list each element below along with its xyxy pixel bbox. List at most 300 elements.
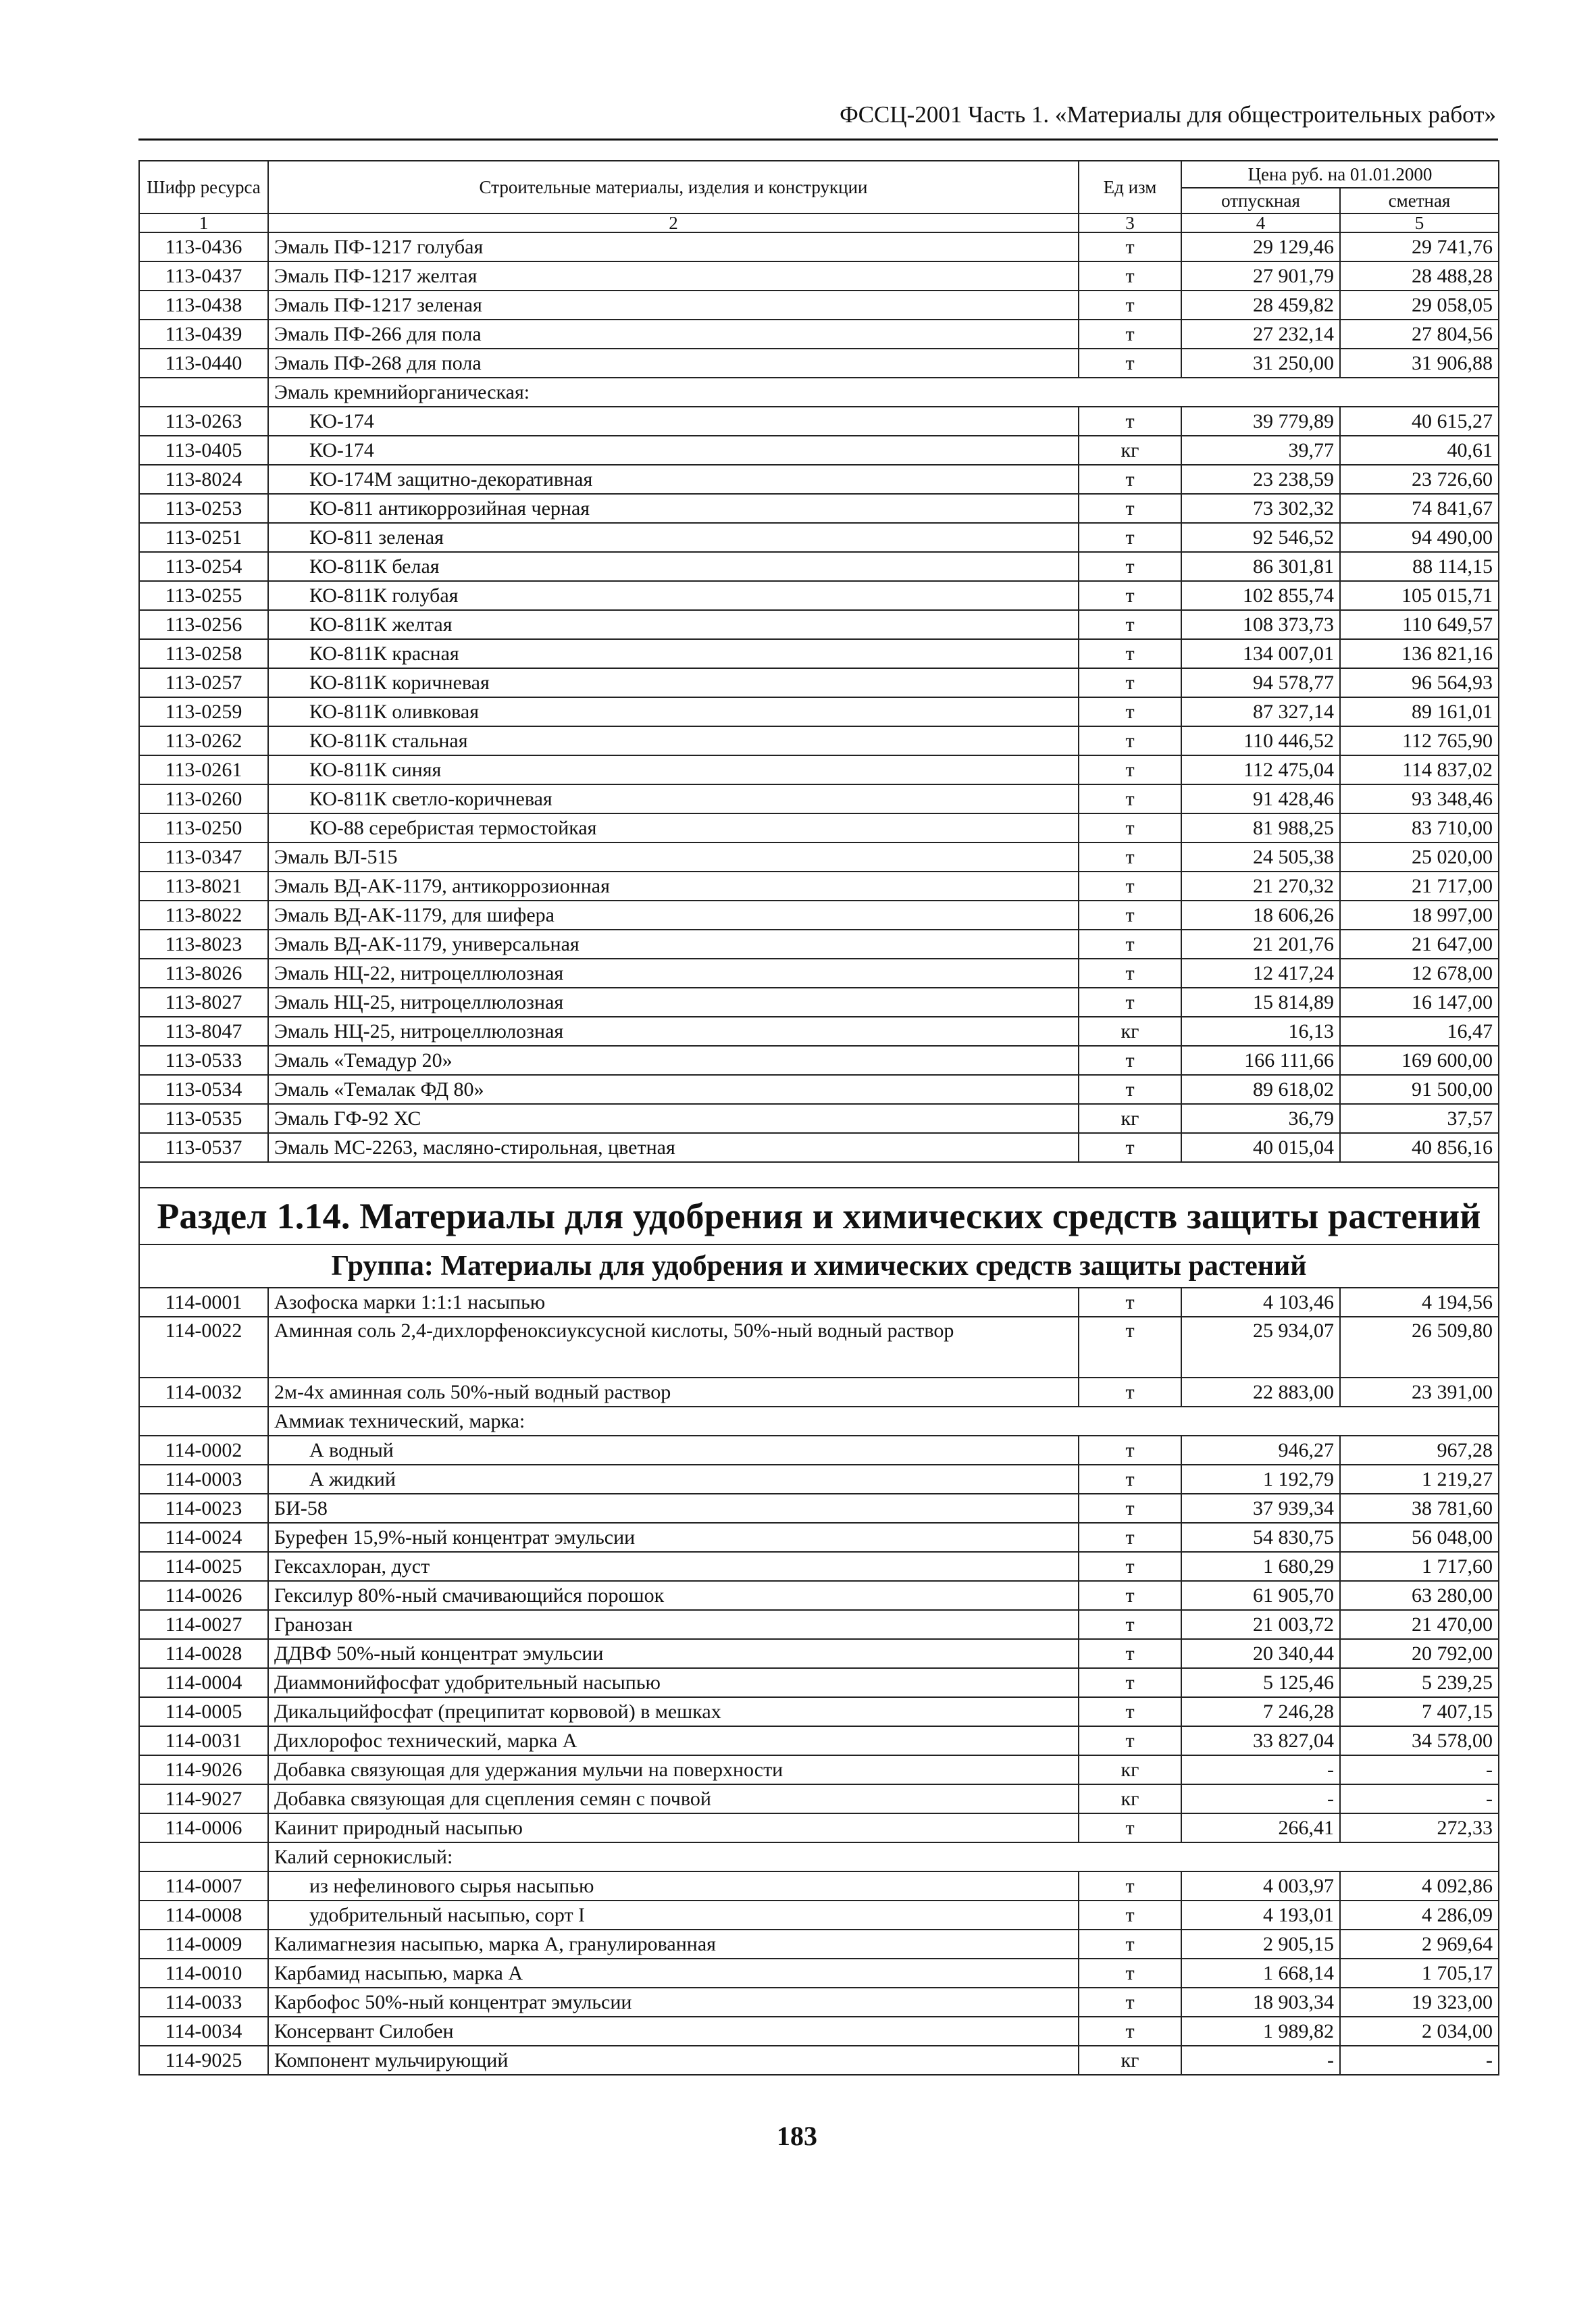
- release-price: 73 302,32: [1181, 494, 1340, 523]
- table-row: [139, 1133, 1499, 1162]
- material-name: 2м-4х аминная соль 50%-ный водный раствор: [268, 1378, 1079, 1407]
- table-row: [139, 1075, 1499, 1104]
- resource-code: 114-0007: [139, 1871, 268, 1901]
- release-price: 27 232,14: [1181, 320, 1340, 349]
- resource-code: 113-0439: [139, 320, 268, 349]
- group-heading: Аммиак технический, марка:: [268, 1407, 1499, 1436]
- resource-code: 114-9026: [139, 1755, 268, 1784]
- resource-code: 114-0004: [139, 1668, 268, 1697]
- table-row: [139, 494, 1499, 523]
- resource-code: 113-8022: [139, 901, 268, 930]
- resource-code: 113-0537: [139, 1133, 268, 1162]
- header-price-release: отпускная: [1181, 188, 1340, 213]
- spacer-row: [139, 1162, 1499, 1188]
- resource-code: 113-0256: [139, 610, 268, 639]
- release-price: 31 250,00: [1181, 349, 1340, 378]
- resource-code: 114-0027: [139, 1610, 268, 1639]
- unit-cell: т: [1079, 552, 1181, 581]
- unit-cell: т: [1079, 1552, 1181, 1581]
- estimate-price: 1 705,17: [1340, 1959, 1499, 1988]
- table-row: [139, 1104, 1499, 1133]
- unit-cell: т: [1079, 581, 1181, 610]
- table-row: [139, 1523, 1499, 1552]
- release-price: 54 830,75: [1181, 1523, 1340, 1552]
- estimate-price: 16 147,00: [1340, 988, 1499, 1017]
- resource-code: 113-0259: [139, 697, 268, 726]
- unit-cell: т: [1079, 232, 1181, 261]
- material-name: Эмаль НЦ-22, нитроцеллюлозная: [268, 959, 1079, 988]
- release-price: 1 668,14: [1181, 1959, 1340, 1988]
- estimate-price: 18 997,00: [1340, 901, 1499, 930]
- estimate-price: 29 741,76: [1340, 232, 1499, 261]
- table-row: [139, 755, 1499, 784]
- table-body: [139, 232, 1499, 2075]
- material-name: КО-811К красная: [268, 639, 1079, 668]
- estimate-price: 26 509,80: [1340, 1317, 1499, 1378]
- estimate-price: 29 058,05: [1340, 291, 1499, 320]
- material-name: Эмаль ПФ-1217 зеленая: [268, 291, 1079, 320]
- unit-cell: т: [1079, 755, 1181, 784]
- release-price: 7 246,28: [1181, 1697, 1340, 1726]
- table-row: [139, 610, 1499, 639]
- unit-cell: т: [1079, 930, 1181, 959]
- estimate-price: 93 348,46: [1340, 784, 1499, 813]
- release-price: 134 007,01: [1181, 639, 1340, 668]
- material-name: Дихлорофос технический, марка А: [268, 1726, 1079, 1755]
- table-row: [139, 581, 1499, 610]
- estimate-price: 31 906,88: [1340, 349, 1499, 378]
- table-row: [139, 1017, 1499, 1046]
- release-price: 29 129,46: [1181, 232, 1340, 261]
- material-name: Карбамид насыпью, марка А: [268, 1959, 1079, 1988]
- estimate-price: 19 323,00: [1340, 1988, 1499, 2017]
- release-price: 4 193,01: [1181, 1901, 1340, 1930]
- table-row: [139, 1465, 1499, 1494]
- material-name: КО-811 антикоррозийная черная: [268, 494, 1079, 523]
- resource-code: 113-0534: [139, 1075, 268, 1104]
- header-code: Шифр ресурса: [139, 161, 268, 213]
- unit-cell: кг: [1079, 1017, 1181, 1046]
- estimate-price: 74 841,67: [1340, 494, 1499, 523]
- resource-code: 114-0010: [139, 1959, 268, 1988]
- group-heading-row: [139, 378, 1499, 407]
- table-row: [139, 901, 1499, 930]
- release-price: 25 934,07: [1181, 1317, 1340, 1378]
- material-name: Эмаль ПФ-1217 голубая: [268, 232, 1079, 261]
- table-row: [139, 2046, 1499, 2075]
- resource-code: 113-0347: [139, 842, 268, 872]
- table-row: [139, 1639, 1499, 1668]
- unit-cell: т: [1079, 668, 1181, 697]
- group-heading-row: [139, 1407, 1499, 1436]
- unit-cell: т: [1079, 1436, 1181, 1465]
- unit-cell: т: [1079, 1930, 1181, 1959]
- table-row: [139, 1317, 1499, 1378]
- material-name: Эмаль ПФ-268 для пола: [268, 349, 1079, 378]
- unit-cell: т: [1079, 784, 1181, 813]
- resource-code: 113-0250: [139, 813, 268, 842]
- table-row: [139, 872, 1499, 901]
- estimate-price: 967,28: [1340, 1436, 1499, 1465]
- table-row: [139, 349, 1499, 378]
- table-row: [139, 726, 1499, 755]
- group-title: Группа: Материалы для удобрения и химических средств защиты растений: [139, 1244, 1499, 1288]
- table-row: [139, 1697, 1499, 1726]
- material-name: КО-88 серебристая термостойкая: [268, 813, 1079, 842]
- resource-code: 113-0255: [139, 581, 268, 610]
- unit-cell: т: [1079, 349, 1181, 378]
- estimate-price: 110 649,57: [1340, 610, 1499, 639]
- release-price: 112 475,04: [1181, 755, 1340, 784]
- table-row: [139, 988, 1499, 1017]
- table-row: [139, 1959, 1499, 1988]
- table-row: [139, 1784, 1499, 1813]
- estimate-price: 23 726,60: [1340, 465, 1499, 494]
- material-name: Добавка связующая для сцепления семян с почвой: [268, 1784, 1079, 1813]
- estimate-price: 20 792,00: [1340, 1639, 1499, 1668]
- spacer-cell: [139, 1162, 1499, 1188]
- unit-cell: т: [1079, 1523, 1181, 1552]
- material-name: Добавка связующая для удержания мульчи на поверхности: [268, 1755, 1079, 1784]
- table-row: [139, 261, 1499, 291]
- resource-code: 114-0008: [139, 1901, 268, 1930]
- material-name: Эмаль ГФ-92 ХС: [268, 1104, 1079, 1133]
- table-row: [139, 1668, 1499, 1697]
- unit-cell: т: [1079, 842, 1181, 872]
- resource-code: 114-0025: [139, 1552, 268, 1581]
- estimate-price: 83 710,00: [1340, 813, 1499, 842]
- release-price: -: [1181, 1755, 1340, 1784]
- unit-cell: т: [1079, 1959, 1181, 1988]
- unit-cell: т: [1079, 901, 1181, 930]
- release-price: 1 989,82: [1181, 2017, 1340, 2046]
- unit-cell: т: [1079, 1726, 1181, 1755]
- resource-code: 114-0009: [139, 1930, 268, 1959]
- release-price: 24 505,38: [1181, 842, 1340, 872]
- estimate-price: 21 470,00: [1340, 1610, 1499, 1639]
- unit-cell: т: [1079, 2017, 1181, 2046]
- resource-code: 113-0440: [139, 349, 268, 378]
- resource-code: 113-8023: [139, 930, 268, 959]
- release-price: 20 340,44: [1181, 1639, 1340, 1668]
- group-heading: Калий сернокислый:: [268, 1842, 1499, 1871]
- estimate-price: 25 020,00: [1340, 842, 1499, 872]
- resource-code: 113-0437: [139, 261, 268, 291]
- resource-code: 114-0022: [139, 1317, 268, 1378]
- unit-cell: т: [1079, 1668, 1181, 1697]
- header-unit: Ед изм: [1079, 161, 1181, 213]
- estimate-price: 91 500,00: [1340, 1075, 1499, 1104]
- code-cell: [139, 1407, 268, 1436]
- release-price: 946,27: [1181, 1436, 1340, 1465]
- resource-code: 113-8021: [139, 872, 268, 901]
- resource-code: 114-9025: [139, 2046, 268, 2075]
- release-price: 1 192,79: [1181, 1465, 1340, 1494]
- unit-cell: т: [1079, 523, 1181, 552]
- estimate-price: 21 647,00: [1340, 930, 1499, 959]
- table-row: [139, 842, 1499, 872]
- table-row: [139, 784, 1499, 813]
- column-number-row: [139, 213, 1499, 232]
- material-name: Эмаль «Темалак ФД 80»: [268, 1075, 1079, 1104]
- code-cell: [139, 1842, 268, 1871]
- material-name: Эмаль НЦ-25, нитроцеллюлозная: [268, 988, 1079, 1017]
- column-number: 2: [268, 213, 1079, 232]
- table-row: [139, 2017, 1499, 2046]
- release-price: 18 606,26: [1181, 901, 1340, 930]
- estimate-price: 169 600,00: [1340, 1046, 1499, 1075]
- release-price: 21 003,72: [1181, 1610, 1340, 1639]
- estimate-price: -: [1340, 2046, 1499, 2075]
- resource-code: 114-0002: [139, 1436, 268, 1465]
- estimate-price: 1 717,60: [1340, 1552, 1499, 1581]
- release-price: 39 779,89: [1181, 407, 1340, 436]
- section-heading: Раздел 1.14. Материалы для удобрения и химических средств защиты растений: [139, 1188, 1499, 1244]
- resource-code: 113-0254: [139, 552, 268, 581]
- table-row: [139, 1288, 1499, 1317]
- resource-code: 114-9027: [139, 1784, 268, 1813]
- estimate-price: 27 804,56: [1340, 320, 1499, 349]
- unit-cell: т: [1079, 291, 1181, 320]
- material-name: КО-811К стальная: [268, 726, 1079, 755]
- unit-cell: т: [1079, 1871, 1181, 1901]
- estimate-price: 105 015,71: [1340, 581, 1499, 610]
- estimate-price: 136 821,16: [1340, 639, 1499, 668]
- unit-cell: т: [1079, 465, 1181, 494]
- release-price: 86 301,81: [1181, 552, 1340, 581]
- release-price: 61 905,70: [1181, 1581, 1340, 1610]
- estimate-price: 2 034,00: [1340, 2017, 1499, 2046]
- release-price: 87 327,14: [1181, 697, 1340, 726]
- header-price-group: Цена руб. на 01.01.2000: [1181, 161, 1499, 188]
- material-name: Эмаль НЦ-25, нитроцеллюлозная: [268, 1017, 1079, 1046]
- table-row: [139, 1813, 1499, 1842]
- estimate-price: -: [1340, 1784, 1499, 1813]
- material-name: Компонент мульчирующий: [268, 2046, 1079, 2075]
- section-heading-row: [139, 1188, 1499, 1244]
- resource-code: 113-0257: [139, 668, 268, 697]
- material-name: Эмаль ПФ-1217 желтая: [268, 261, 1079, 291]
- column-number: 3: [1079, 213, 1181, 232]
- material-name: Гексахлоран, дуст: [268, 1552, 1079, 1581]
- resource-code: 113-0262: [139, 726, 268, 755]
- resource-code: 114-0005: [139, 1697, 268, 1726]
- resource-code: 113-0253: [139, 494, 268, 523]
- table-row: [139, 1930, 1499, 1959]
- unit-cell: т: [1079, 1494, 1181, 1523]
- resource-code: 113-0533: [139, 1046, 268, 1075]
- material-name: КО-811К голубая: [268, 581, 1079, 610]
- unit-cell: т: [1079, 1465, 1181, 1494]
- table-row: [139, 1494, 1499, 1523]
- unit-cell: т: [1079, 726, 1181, 755]
- unit-cell: кг: [1079, 1755, 1181, 1784]
- unit-cell: т: [1079, 1610, 1181, 1639]
- estimate-price: 40,61: [1340, 436, 1499, 465]
- estimate-price: 21 717,00: [1340, 872, 1499, 901]
- release-price: 12 417,24: [1181, 959, 1340, 988]
- resource-code: 113-0261: [139, 755, 268, 784]
- estimate-price: 34 578,00: [1340, 1726, 1499, 1755]
- column-number: 1: [139, 213, 268, 232]
- unit-cell: т: [1079, 261, 1181, 291]
- unit-cell: т: [1079, 1075, 1181, 1104]
- resource-code: 114-0031: [139, 1726, 268, 1755]
- table-row: [139, 291, 1499, 320]
- unit-cell: т: [1079, 1288, 1181, 1317]
- unit-cell: кг: [1079, 1784, 1181, 1813]
- estimate-price: 37,57: [1340, 1104, 1499, 1133]
- estimate-price: -: [1340, 1755, 1499, 1784]
- material-name: Эмаль ВЛ-515: [268, 842, 1079, 872]
- material-name: Каинит природный насыпью: [268, 1813, 1079, 1842]
- material-name: Аминная соль 2,4-дихлорфеноксиуксусной кислоты, 50%-ный водный раствор: [268, 1317, 1079, 1378]
- column-number: 5: [1340, 213, 1499, 232]
- estimate-price: 112 765,90: [1340, 726, 1499, 755]
- release-price: 94 578,77: [1181, 668, 1340, 697]
- release-price: 81 988,25: [1181, 813, 1340, 842]
- table-row: [139, 1046, 1499, 1075]
- group-heading: Эмаль кремнийорганическая:: [268, 378, 1499, 407]
- estimate-price: 23 391,00: [1340, 1378, 1499, 1407]
- unit-cell: т: [1079, 959, 1181, 988]
- table-row: [139, 668, 1499, 697]
- resource-code: 113-0436: [139, 232, 268, 261]
- release-price: 16,13: [1181, 1017, 1340, 1046]
- table-row: [139, 320, 1499, 349]
- release-price: 21 201,76: [1181, 930, 1340, 959]
- group-title-row: [139, 1244, 1499, 1288]
- release-price: 36,79: [1181, 1104, 1340, 1133]
- release-price: 4 003,97: [1181, 1871, 1340, 1901]
- release-price: 27 901,79: [1181, 261, 1340, 291]
- material-name: Гранозан: [268, 1610, 1079, 1639]
- material-name: Эмаль ПФ-266 для пола: [268, 320, 1079, 349]
- resource-code: 114-0028: [139, 1639, 268, 1668]
- estimate-price: 114 837,02: [1340, 755, 1499, 784]
- estimate-price: 40 615,27: [1340, 407, 1499, 436]
- table-row: [139, 552, 1499, 581]
- material-name: КО-174М защитно-декоративная: [268, 465, 1079, 494]
- table-row: [139, 959, 1499, 988]
- table-row: [139, 232, 1499, 261]
- release-price: 102 855,74: [1181, 581, 1340, 610]
- material-name: КО-811К синяя: [268, 755, 1079, 784]
- estimate-price: 12 678,00: [1340, 959, 1499, 988]
- estimate-price: 40 856,16: [1340, 1133, 1499, 1162]
- material-name: КО-811К белая: [268, 552, 1079, 581]
- material-name: КО-811К светло-коричневая: [268, 784, 1079, 813]
- estimate-price: 1 219,27: [1340, 1465, 1499, 1494]
- table-header: [139, 161, 1499, 232]
- material-name: КО-174: [268, 407, 1079, 436]
- resource-code: 113-8026: [139, 959, 268, 988]
- code-cell: [139, 378, 268, 407]
- release-price: 108 373,73: [1181, 610, 1340, 639]
- unit-cell: т: [1079, 813, 1181, 842]
- estimate-price: 16,47: [1340, 1017, 1499, 1046]
- estimate-price: 56 048,00: [1340, 1523, 1499, 1552]
- material-name: А жидкий: [268, 1465, 1079, 1494]
- unit-cell: т: [1079, 639, 1181, 668]
- resource-code: 113-0260: [139, 784, 268, 813]
- material-name: Эмаль «Темадур 20»: [268, 1046, 1079, 1075]
- material-name: ДДВФ 50%-ный концентрат эмульсии: [268, 1639, 1079, 1668]
- unit-cell: т: [1079, 1317, 1181, 1378]
- resource-code: 114-0024: [139, 1523, 268, 1552]
- estimate-price: 2 969,64: [1340, 1930, 1499, 1959]
- material-name: А водный: [268, 1436, 1079, 1465]
- release-price: 166 111,66: [1181, 1046, 1340, 1075]
- release-price: 39,77: [1181, 436, 1340, 465]
- unit-cell: т: [1079, 610, 1181, 639]
- release-price: -: [1181, 1784, 1340, 1813]
- table-row: [139, 436, 1499, 465]
- resource-code: 113-0251: [139, 523, 268, 552]
- unit-cell: т: [1079, 1046, 1181, 1075]
- resource-code: 113-0263: [139, 407, 268, 436]
- estimate-price: 272,33: [1340, 1813, 1499, 1842]
- resource-code: 114-0003: [139, 1465, 268, 1494]
- estimate-price: 63 280,00: [1340, 1581, 1499, 1610]
- estimate-price: 4 194,56: [1340, 1288, 1499, 1317]
- release-price: 33 827,04: [1181, 1726, 1340, 1755]
- release-price: 4 103,46: [1181, 1288, 1340, 1317]
- estimate-price: 28 488,28: [1340, 261, 1499, 291]
- page-number: 183: [777, 2121, 817, 2151]
- material-name: Бурефен 15,9%-ный концентрат эмульсии: [268, 1523, 1079, 1552]
- estimate-price: 88 114,15: [1340, 552, 1499, 581]
- release-price: 37 939,34: [1181, 1494, 1340, 1523]
- release-price: 1 680,29: [1181, 1552, 1340, 1581]
- table-row: [139, 1436, 1499, 1465]
- resource-code: 113-8024: [139, 465, 268, 494]
- material-name: из нефелинового сырья насыпью: [268, 1871, 1079, 1901]
- unit-cell: т: [1079, 494, 1181, 523]
- resource-code: 114-0001: [139, 1288, 268, 1317]
- unit-cell: т: [1079, 1988, 1181, 2017]
- release-price: 110 446,52: [1181, 726, 1340, 755]
- material-name: Консервант Силобен: [268, 2017, 1079, 2046]
- release-price: 2 905,15: [1181, 1930, 1340, 1959]
- release-price: 40 015,04: [1181, 1133, 1340, 1162]
- material-name: БИ-58: [268, 1494, 1079, 1523]
- resource-code: 113-8027: [139, 988, 268, 1017]
- material-name: Эмаль ВД-АК-1179, универсальная: [268, 930, 1079, 959]
- estimate-price: 4 092,86: [1340, 1871, 1499, 1901]
- table-row: [139, 813, 1499, 842]
- group-heading-row: [139, 1842, 1499, 1871]
- material-name: КО-811К оливковая: [268, 697, 1079, 726]
- resource-code: 114-0033: [139, 1988, 268, 2017]
- unit-cell: т: [1079, 1697, 1181, 1726]
- estimate-price: 96 564,93: [1340, 668, 1499, 697]
- resource-code: 113-0405: [139, 436, 268, 465]
- estimate-price: 38 781,60: [1340, 1494, 1499, 1523]
- unit-cell: т: [1079, 872, 1181, 901]
- estimate-price: 5 239,25: [1340, 1668, 1499, 1697]
- release-price: -: [1181, 2046, 1340, 2075]
- table-row: [139, 930, 1499, 959]
- material-name: Калимагнезия насыпью, марка А, гранулированная: [268, 1930, 1079, 1959]
- material-name: Карбофос 50%-ный концентрат эмульсии: [268, 1988, 1079, 2017]
- table-row: [139, 1581, 1499, 1610]
- table-row: [139, 639, 1499, 668]
- table-row: [139, 1378, 1499, 1407]
- release-price: 89 618,02: [1181, 1075, 1340, 1104]
- estimate-price: 4 286,09: [1340, 1901, 1499, 1930]
- header-price-estimate: сметная: [1340, 188, 1499, 213]
